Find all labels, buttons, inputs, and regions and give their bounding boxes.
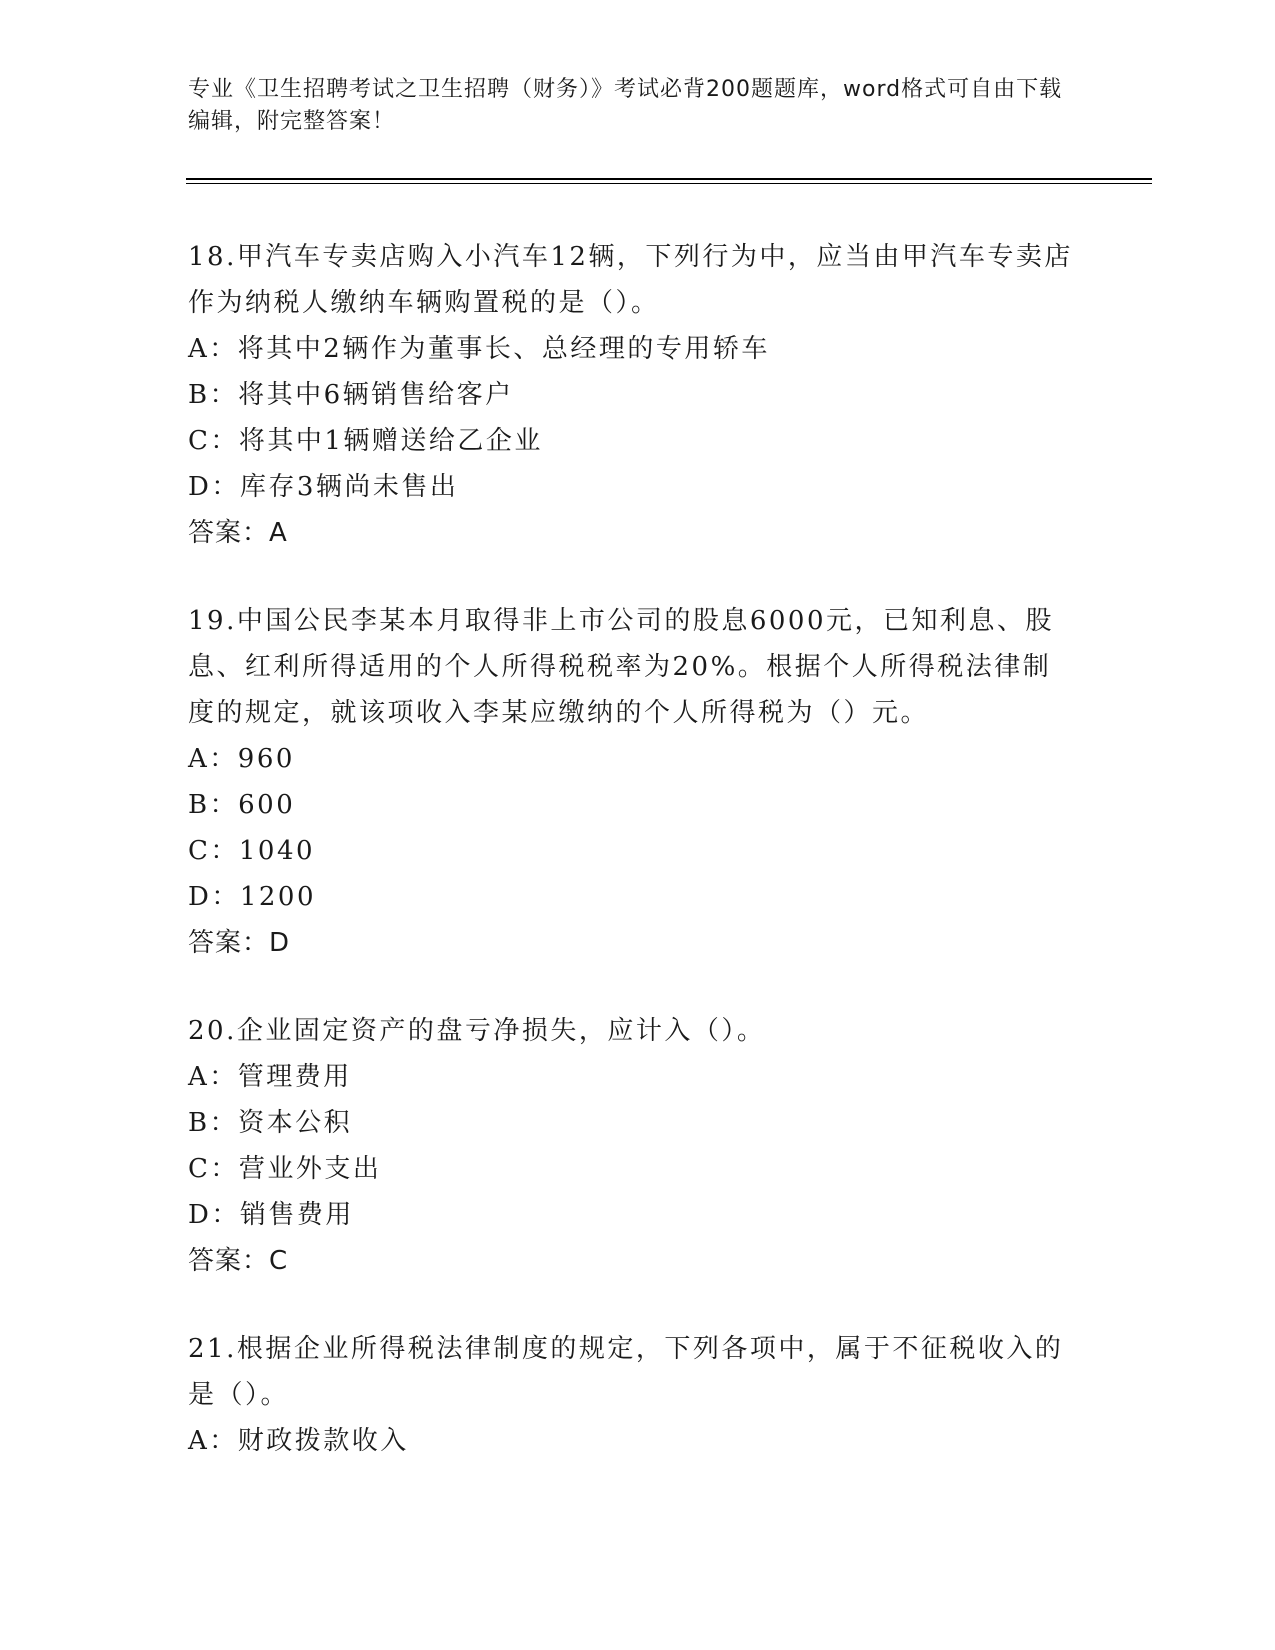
option-a: A：960 (188, 744, 295, 774)
option-b: B：资本公积 (188, 1108, 353, 1138)
question-stem: 19.中国公民李某本月取得非上市公司的股息6000元，已知利息、股息、红利所得适用的个人所得税税率为20%。根据个人所得税法律制度的规定，就该项收入李某应缴纳的个人所得税为（）元。 (188, 606, 1055, 728)
question-stem: 18.甲汽车专卖店购入小汽车12辆，下列行为中，应当由甲汽车专卖店作为纳税人缴纳车辆购置税的是（）。 (188, 242, 1073, 318)
header-rule-thin (186, 183, 1152, 184)
question-20 (188, 1008, 1078, 1284)
question-stem: 20.企业固定资产的盘亏净损失，应计入（）。 (188, 1016, 766, 1046)
option-d: D：1200 (188, 882, 317, 912)
option-b: B：将其中6辆销售给客户 (188, 380, 514, 410)
question-19 (188, 598, 1078, 966)
answer: 答案：C (188, 1246, 289, 1276)
answer: 答案：D (188, 928, 291, 958)
document-header: 专业《卫生招聘考试之卫生招聘（财务）》考试必背200题题库，word格式可自由下载编辑，附完整答案！ (188, 77, 1063, 134)
option-b: B：600 (188, 790, 296, 820)
question-21 (188, 1326, 1078, 1464)
option-d: D：库存3辆尚未售出 (188, 472, 459, 502)
question-18 (188, 234, 1078, 556)
option-a: A：管理费用 (188, 1062, 352, 1092)
option-c: C：营业外支出 (188, 1154, 382, 1184)
option-d: D：销售费用 (188, 1200, 354, 1230)
question-stem: 21.根据企业所得税法律制度的规定，下列各项中，属于不征税收入的是（）。 (188, 1334, 1064, 1410)
answer: 答案：A (188, 518, 288, 548)
option-a: A：将其中2辆作为董事长、总经理的专用轿车 (188, 334, 770, 364)
option-a: A：财政拨款收入 (188, 1426, 409, 1456)
header-rule-thick (186, 178, 1152, 180)
option-c: C：1040 (188, 836, 316, 866)
option-c: C：将其中1辆赠送给乙企业 (188, 426, 543, 456)
